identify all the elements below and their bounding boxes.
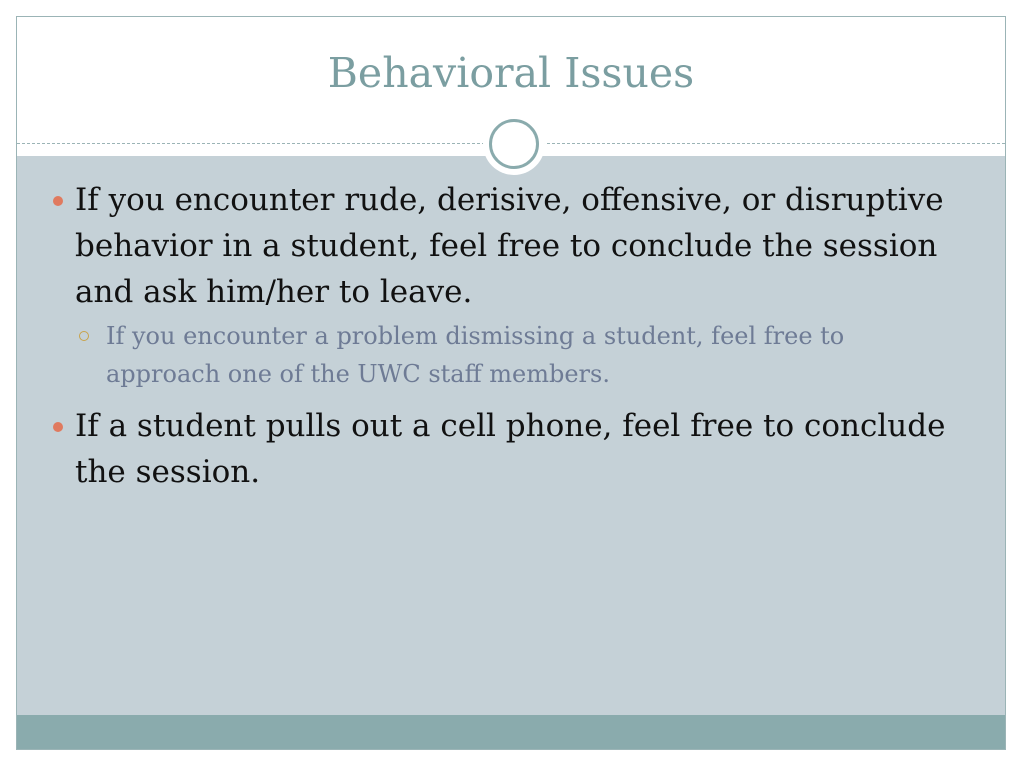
footer-band xyxy=(17,715,1005,749)
bullet-text: If you encounter rude, derisive, offensive, or disruptive behavior in a student, feel free to conclude the session and ask him/her to leave. xyxy=(75,182,944,310)
bullet-text: If a student pulls out a cell phone, feel free to conclude the session. xyxy=(75,408,946,490)
bullet-dot-icon xyxy=(53,196,63,206)
slide xyxy=(16,16,1006,750)
divider-ring-icon xyxy=(489,119,539,169)
slide-content xyxy=(17,177,1005,495)
bullet-dot-icon xyxy=(53,422,63,432)
sub-bullet-text: If you encounter a problem dismissing a student, feel free to approach one of the UWC staff members. xyxy=(106,322,845,388)
sub-bullet-ring-icon xyxy=(79,331,89,341)
bullet-item xyxy=(17,177,1005,315)
slide-title: Behavioral Issues xyxy=(327,49,695,97)
sub-bullet-item xyxy=(17,317,1005,393)
bullet-item xyxy=(17,403,1005,495)
